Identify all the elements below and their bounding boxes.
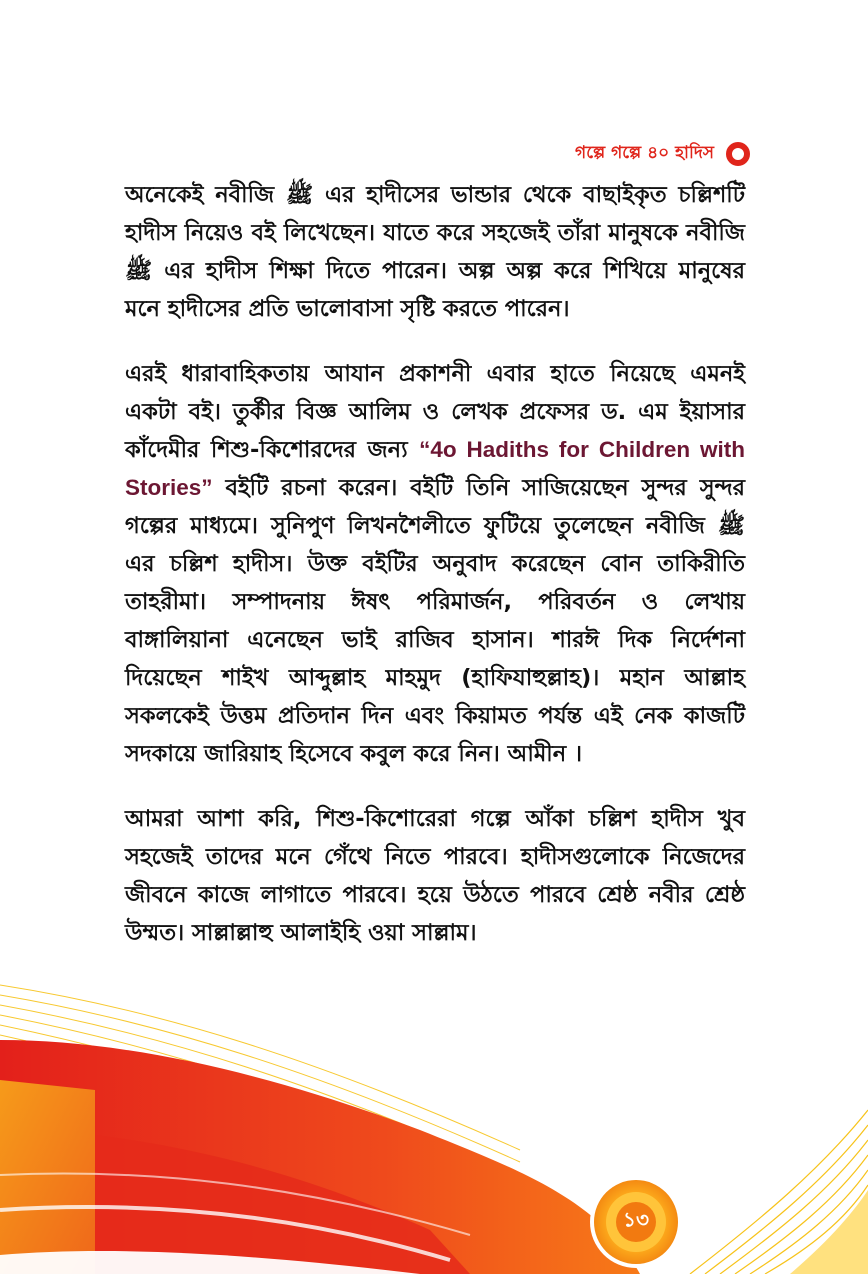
ring-icon — [726, 142, 750, 166]
page-number: ১৩ — [623, 1207, 649, 1232]
paragraph-2 — [125, 355, 745, 773]
paragraph-text: বইটি রচনা করেন। বইটি তিনি সাজিয়েছেন সুন্দর সুন্দর গল্পের মাধ্যমে। সুনিপুণ লিখনশৈলীতে ফুটিয়ে তুলেছেন নবীজি ﷺ এর চল্লিশ হাদীস। উক্ত বইটির অনুবাদ করেছেন বোন তাকিরীতি তাহরীমা। সম্পাদনায় ঈষৎ পরিমার্জন, পরিবর্তন ও লেখায় বাঙ্গালিয়ানা এনেছেন ভাই রাজিব হাসান। শারঈ দিক নির্দেশনা দিয়েছেন শাইখ আব্দুল্লাহ মাহমুদ (হাফিযাহুল্লাহ)। মহান আল্লাহ সকলকেই উত্তম প্রতিদান দিন এবং কিয়ামত পর্যন্ত এই নেক কাজটি সদকায়ে জারিয়াহ হিসেবে কবুল করে নিন। আমীন । — [125, 475, 745, 767]
paragraph-1 — [125, 176, 745, 328]
running-header — [575, 140, 750, 168]
paragraph-text: আমরা আশা করি, শিশু-কিশোরেরা গল্পে আঁকা চল্লিশ হাদীস খুব সহজেই তাদের মনে গেঁথে নিতে পারবে। হাদীসগুলোকে নিজেদের জীবনে কাজে লাগাতে পারবে। হয়ে উঠতে পারবে শ্রেষ্ঠ নবীর শ্রেষ্ঠ উম্মত। সাল্লাল্লাহু আলাইহি ওয়া সাল্লাম। — [125, 806, 745, 946]
paragraph-3 — [125, 800, 745, 952]
paragraph-text: এরই ধারাবাহিকতায় আযান প্রকাশনী এবার হাতে নিয়েছে এমনই একটা বই। তুর্কীর বিজ্ঞ আলিম ও লেখক প্রফেসর ড. এম ইয়াসার কাঁদেমীর শিশু-কিশোরদের জন্য — [125, 361, 745, 463]
paragraph-text: অনেকেই নবীজি ﷺ এর হাদীসের ভান্ডার থেকে বাছাইকৃত চল্লিশটি হাদীস নিয়েও বই লিখেছেন। যাতে করে সহজেই তাঁরা মানুষকে নবীজি ﷺ এর হাদীস শিক্ষা দিতে পারেন। অল্প অল্প করে শিখিয়ে মানুষের মনে হাদীসের প্রতি ভালোবাসা সৃষ্টি করতে পারেন। — [125, 182, 745, 322]
book-title: গল্পে গল্পে ৪০ হাদিস — [575, 143, 714, 163]
body-text — [125, 176, 745, 979]
book-title-highlight: “4o Hadiths for Children with Stories” — [125, 437, 745, 500]
